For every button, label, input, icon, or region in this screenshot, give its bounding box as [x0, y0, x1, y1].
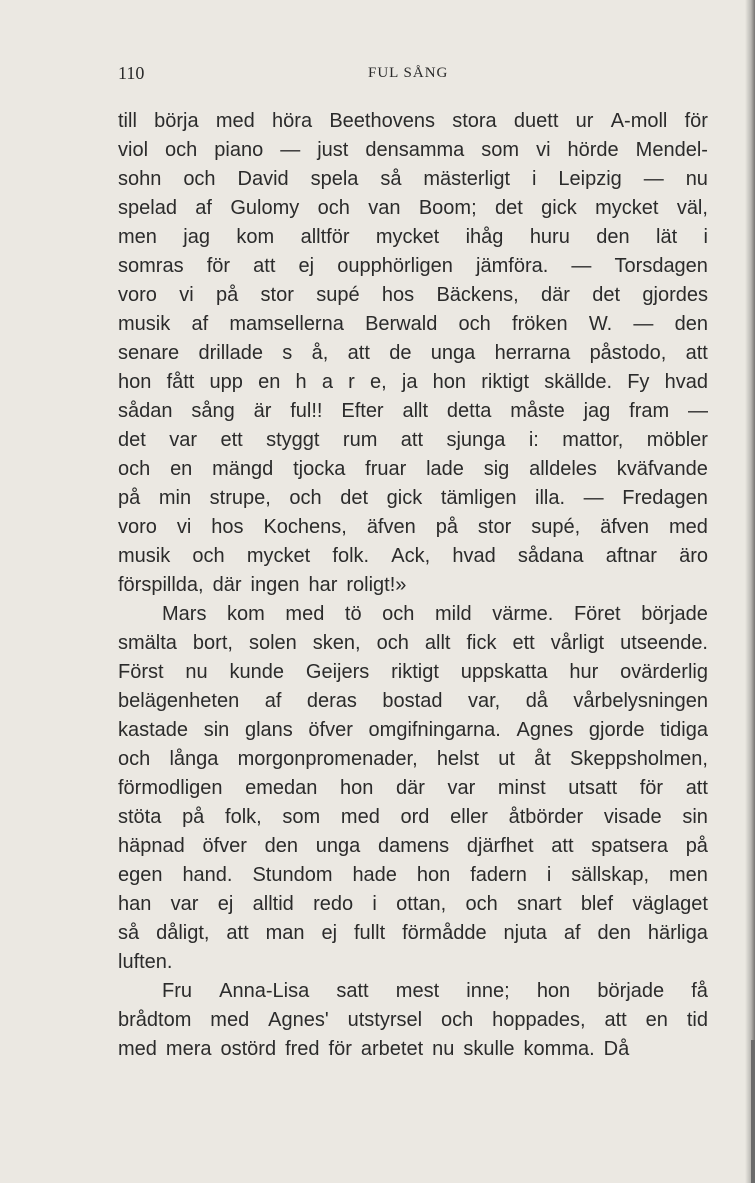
text-line: häpnad öfver den unga damens djärfhet att spatsera på [118, 835, 708, 857]
text-line: sohn och David spela så mästerligt i Leipzig — nu [118, 168, 708, 190]
text-line: voro vi på stor supé hos Bäckens, där det gjordes [118, 284, 708, 306]
text-line: Fru Anna-Lisa satt mest inne; hon började få [162, 980, 708, 1002]
text-line: brådtom med Agnes' utstyrsel och hoppades, att en tid [118, 1009, 708, 1031]
text-line: smälta bort, solen sken, och allt fick ett vårligt utseende. [118, 632, 708, 654]
text-line: musik och mycket folk. Ack, hvad sådana aftnar äro [118, 545, 708, 567]
text-line: musik af mamsellerna Berwald och fröken W. — den [118, 313, 708, 335]
text-line: egen hand. Stundom hade hon fadern i sällskap, men [118, 864, 708, 886]
text-line: sådan sång är ful!! Efter allt detta måste jag fram — [118, 400, 708, 422]
text-line: på min strupe, och det gick tämligen illa. — Fredagen [118, 487, 708, 509]
text-line: somras för att ej oupphörligen jämföra. — Torsdagen [118, 255, 708, 277]
text-line: Mars kom med tö och mild värme. Föret började [162, 603, 708, 625]
text-line: viol och piano — just densamma som vi hörde Mendel- [118, 139, 708, 161]
text-line: till börja med höra Beethovens stora duett ur A-moll för [118, 110, 708, 132]
running-title: FUL SÅNG [368, 65, 449, 81]
text-line: stöta på folk, som med ord eller åtbörder visade sin [118, 806, 708, 828]
text-line: och en mängd tjocka fruar lade sig alldeles kväfvande [118, 458, 708, 480]
page-number: 110 [118, 63, 145, 83]
text-line: hon fått upp en h a r e, ja hon riktigt skällde. Fy hvad [118, 371, 708, 393]
text-line: med mera ostörd fred för arbetet nu skulle komma. Då [118, 1038, 630, 1060]
text-line: belägenheten af deras bostad var, då vårbelysningen [118, 690, 708, 712]
body-text [118, 107, 708, 1064]
text-line: förmodligen emedan hon där var minst utsatt för att [118, 777, 708, 799]
text-line: Först nu kunde Geijers riktigt uppskatta hur ovärderlig [118, 661, 708, 683]
text-line: luften. [118, 951, 173, 973]
page-edge-binding [751, 1040, 755, 1183]
text-line: och långa morgonpromenader, helst ut åt Skeppsholmen, [118, 748, 708, 770]
text-line: så dåligt, att man ej fullt förmådde njuta af den härliga [118, 922, 708, 944]
text-line: han var ej alltid redo i ottan, och snart blef väglaget [118, 893, 708, 915]
text-line: kastade sin glans öfver omgifningarna. Agnes gjorde tidiga [118, 719, 708, 741]
page-edge-shadow [745, 0, 755, 1183]
text-line: förspillda, där ingen har roligt!» [118, 574, 407, 596]
text-line: men jag kom alltför mycket ihåg huru den lät i [118, 226, 708, 248]
text-line: spelad af Gulomy och van Boom; det gick mycket väl, [118, 197, 708, 219]
text-line: senare drillade s å, att de unga herrarna påstodo, att [118, 342, 708, 364]
text-line: voro vi hos Kochens, äfven på stor supé, äfven med [118, 516, 708, 538]
text-line: det var ett styggt rum att sjunga i: mattor, möbler [118, 429, 708, 451]
running-head [118, 63, 708, 85]
